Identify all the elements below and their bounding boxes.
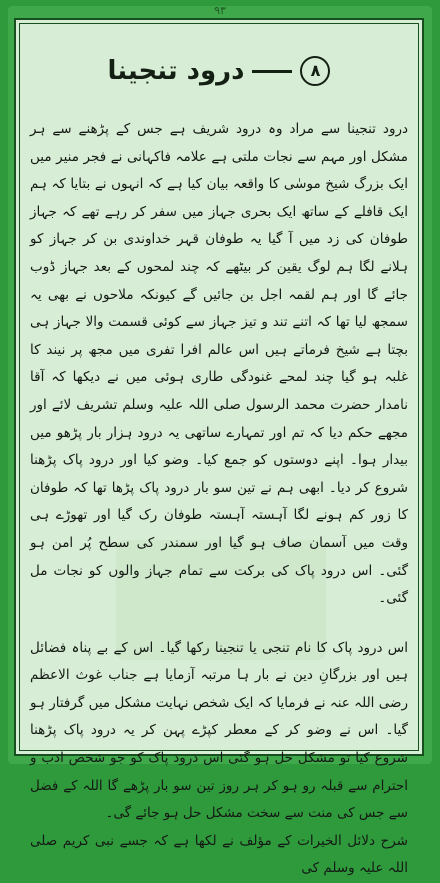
- page-frame: [14, 18, 424, 877]
- paragraph-1: درود تنجینا سے مراد وہ درود شریف ہے جس کے پڑھنے سے ہر مشکل اور مہم سے نجات ملتی ہے علامہ فاکہانی نے فجر منیر میں ایک بزرگ شیخ موسٰی کا واقعہ بیان کیا ہے کہ انہوں نے بتایا کہ ہم ایک قافلے کے ساتھ ایک بحری جہاز میں سفر کر رہے تھے کہ جہاز طوفان کی زد میں آ گیا یہ طوفان قہر خداوندی بن کر جہاز کو ہلانے لگا ہم لوگ یقین کر بیٹھے کہ چند لمحوں کے بعد جہاز ڈوب جائے گا اور ہم لقمہ اجل بن جائیں گے کیونکہ ملاحوں نے بھی یہ سمجھ لیا تھا کہ اتنے تند و تیز جہاز سے کوئی قسمت والا جہاز ہی بچتا ہے شیخ فرماتے ہیں اس عالم افرا تفری میں مجھ پر نیند کا غلبہ ہو گیا چند لمحے غنودگی طاری ہوئی میں نے دیکھا کہ آقا نامدار حضرت محمد الرسول صلی اللہ علیہ وسلم تشریف لائے اور مجھے حکم دیا کہ تم اور تمہارے ساتھی یہ درود ہزار بار پڑھو میں بیدار ہوا۔ اپنے دوستوں کو جمع کیا۔ وضو کیا اور درود پاک پڑھنا شروع کر دیا۔ ابھی ہم نے تین سو بار درود پاک پڑھا تھا کہ طوفان کا زور کم ہونے لگا آہستہ آہستہ طوفان رک گیا اور تھوڑے ہی وقت میں آسمان صاف ہو گیا اور سمندر کی سطح پُر امن ہو گئی۔ اس درود پاک کی برکت سے تمام جہاز والوں کو نجات مل گئی۔: [30, 121, 408, 607]
- page: [8, 4, 432, 877]
- heading-dash: [252, 70, 292, 73]
- page-number: ۹۳: [214, 4, 226, 17]
- paragraph-3: شرح دلائل الخیرات کے مؤلف نے لکھا ہے کہ جسے نبی کریم صلی اللہ علیہ وسلم کی: [30, 832, 408, 877]
- section-heading: [16, 56, 422, 86]
- body-text: [30, 116, 408, 883]
- paragraph-2: اس درود پاک کا نام تنجی یا تنجینا رکھا گیا۔ اس کے بے پناہ فضائل ہیں اور بزرگانِ دین نے بار ہا مرتبہ آزمایا ہے جناب غوث الاعظم رضی اللہ عنہ نے فرمایا کہ ایک شخص نہایت مشکل میں گرفتار ہو گیا۔ اس نے وضو کر کے معطر کپڑے پہن کر یہ درود پاک پڑھنا شروع کیا تو مشکل حل ہو گئی اس درود پاک کو جو شخص ادب و احترام سے قبلہ رو ہو کر ہر روز تین سو بار پڑھے گا اللہ کے فضل سے جس کی منت سے سخت مشکل حل ہو جائے گی۔: [30, 639, 408, 822]
- section-number: ۸: [300, 56, 330, 86]
- section-title: درود تنجینا: [107, 56, 245, 86]
